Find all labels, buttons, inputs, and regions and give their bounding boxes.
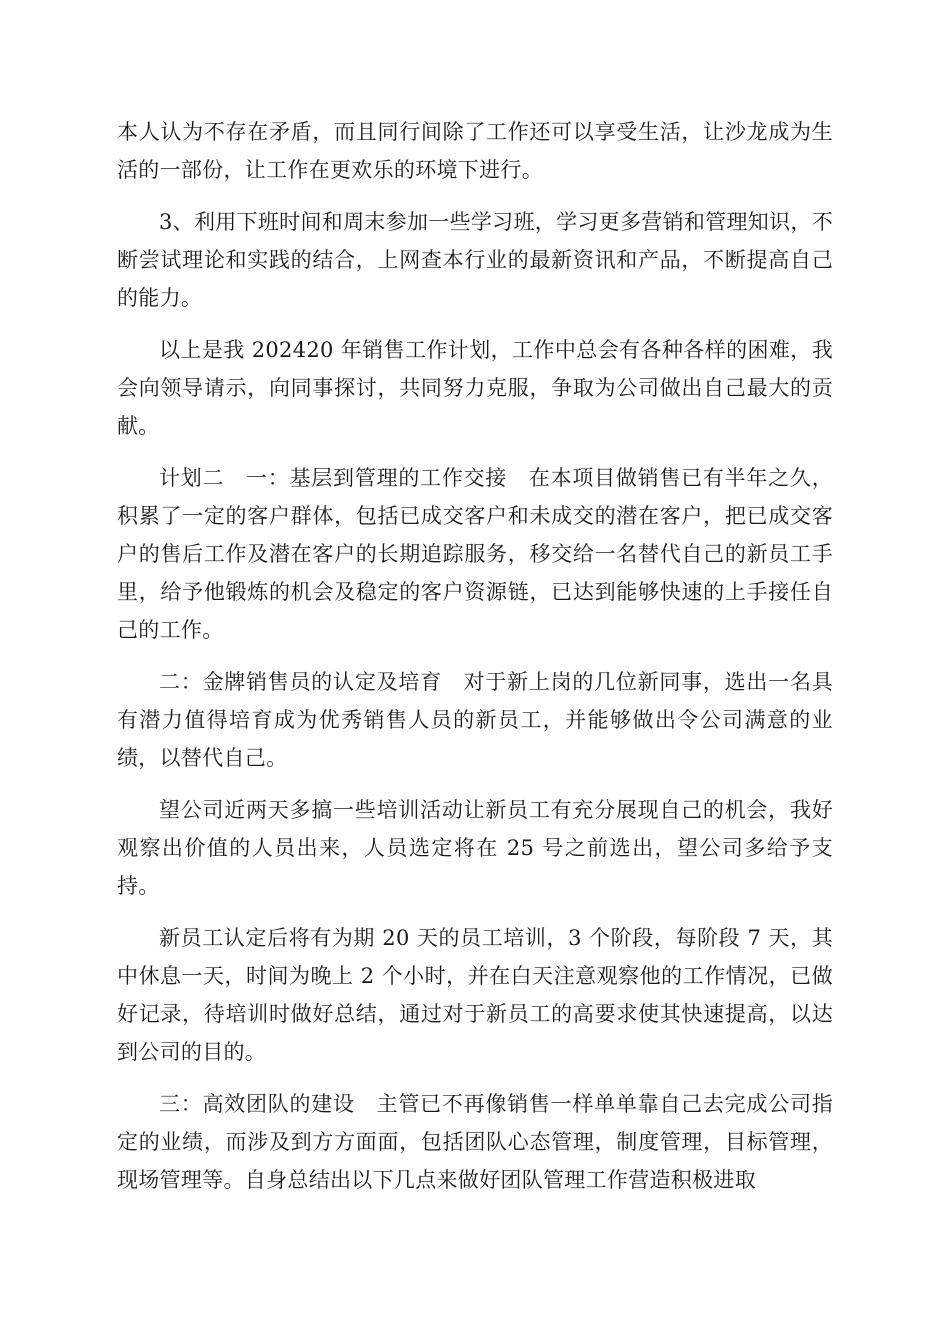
- paragraph-team-building: 三：高效团队的建设 主管已不再像销售一样单单靠自己去完成公司指定的业绩，而涉及到方方面面，包括团队心态管理，制度管理，目标管理，现场管理等。自身总结出以下几点来做好团队管理工作营造积极进取: [117, 1092, 833, 1192]
- document-page: [117, 113, 833, 1213]
- paragraph-gold-sales: 二：金牌销售员的认定及培育 对于新上岗的几位新同事，选出一名具有潜力值得培育成为优秀销售人员的新员工，并能够做出令公司满意的业绩，以替代自己。: [117, 670, 833, 770]
- paragraph-training-schedule: 新员工认定后将有为期 20 天的员工培训，3 个阶段，每阶段 7 天，其中休息一天，时间为晚上 2 个小时，并在白天注意观察他的工作情况，已做好记录，待培训时做好总结，通过对于新员工的高要求使其快速提高，以达到公司的目的。: [117, 926, 833, 1064]
- paragraph-plan-two-handover: 计划二 一：基层到管理的工作交接 在本项目做销售已有半年之久，积累了一定的客户群体，包括已成交客户和未成交的潜在客户，把已成交客户的售后工作及潜在客户的长期追踪服务，移交给一名替代自己的新员工手里，给予他锻炼的机会及稳定的客户资源链，已达到能够快速的上手接任自己的工作。: [117, 466, 833, 642]
- paragraph-salon: 本人认为不存在矛盾，而且同行间除了工作还可以享受生活，让沙龙成为生活的一部份，让工作在更欢乐的环境下进行。: [117, 120, 833, 182]
- paragraph-study: 3、利用下班时间和周末参加一些学习班，学习更多营销和管理知识，不断尝试理论和实践的结合，上网查本行业的最新资讯和产品，不断提高自己的能力。: [117, 210, 833, 310]
- paragraph-training-request: 望公司近两天多搞一些培训活动让新员工有充分展现自己的机会，我好观察出价值的人员出来，人员选定将在 25 号之前选出，望公司多给予支持。: [117, 798, 833, 898]
- paragraph-summary: 以上是我 202420 年销售工作计划，工作中总会有各种各样的困难，我会向领导请示，向同事探讨，共同努力克服，争取为公司做出自己最大的贡献。: [117, 338, 833, 438]
